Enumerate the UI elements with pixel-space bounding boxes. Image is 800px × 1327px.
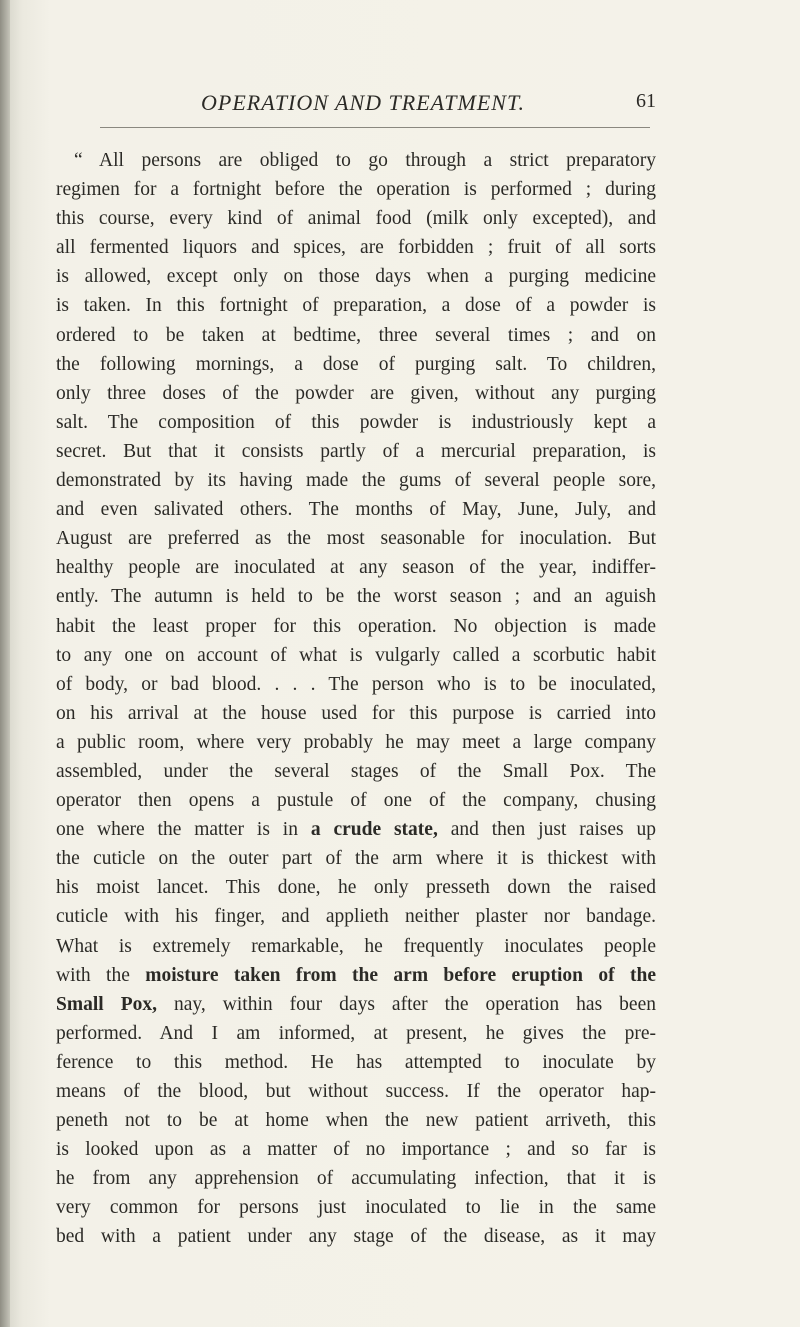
text-run: operator then opens a pustule of one of the company, chusing	[56, 790, 656, 812]
emphasized-text: moisture taken from the arm before eruption of the	[145, 964, 656, 986]
text-line	[56, 844, 656, 873]
text-run: one where the matter is in	[56, 819, 311, 841]
text-run: peneth not to be at home when the new patient arriveth, this	[56, 1110, 656, 1132]
text-run: a public room, where very probably he may meet a large company	[56, 731, 656, 753]
text-line	[56, 932, 656, 961]
text-line	[56, 728, 656, 757]
text-run: of body, or bad blood. . . . The person who is to be inoculated,	[56, 673, 656, 695]
text-run: cuticle with his finger, and applieth neither plaster nor bandage.	[56, 906, 656, 928]
text-run: What is extremely remarkable, he frequently inoculates people	[56, 935, 656, 957]
text-run: secret. But that it consists partly of a mercurial preparation, is	[56, 440, 656, 462]
text-run: demonstrated by its having made the gums of several people sore,	[56, 470, 656, 492]
text-line	[56, 1222, 656, 1251]
text-run: and even salivated others. The months of May, June, July, and	[56, 499, 656, 521]
text-run: with the	[56, 964, 146, 986]
text-line	[56, 408, 656, 437]
text-run: performed. And I am informed, at present, he gives the pre-	[56, 1022, 656, 1044]
page-number: 61	[636, 90, 656, 112]
text-line	[56, 466, 656, 495]
text-line	[56, 291, 656, 320]
text-run: the following mornings, a dose of purging salt. To children,	[56, 353, 656, 375]
text-run: ordered to be taken at bedtime, three several times ; and on	[56, 324, 656, 346]
text-run: habit the least proper for this operation. No objection is made	[56, 615, 656, 637]
text-run: is looked upon as a matter of no importance ; and so far is	[56, 1139, 656, 1161]
header-rule	[100, 127, 650, 128]
text-line	[56, 670, 656, 699]
text-run: all fermented liquors and spices, are forbidden ; fruit of all sorts	[56, 237, 656, 259]
text-line	[56, 1193, 656, 1222]
text-line	[56, 582, 656, 611]
text-line	[56, 1077, 656, 1106]
text-run: the cuticle on the outer part of the arm where it is thickest with	[56, 848, 656, 870]
text-run: only three doses of the powder are given, without any purging	[56, 382, 656, 404]
text-run: is allowed, except only on those days when a purging medicine	[56, 266, 656, 288]
text-line	[56, 902, 656, 931]
text-line	[56, 204, 656, 233]
text-line	[56, 757, 656, 786]
text-line	[56, 524, 656, 553]
text-line	[56, 495, 656, 524]
running-head	[96, 90, 656, 120]
text-line	[56, 350, 656, 379]
text-line	[56, 321, 656, 350]
text-line	[56, 1164, 656, 1193]
text-run: his moist lancet. This done, he only presseth down the raised	[56, 877, 656, 899]
text-line	[56, 262, 656, 291]
text-run: and then just raises up	[437, 819, 656, 841]
text-run: ently. The autumn is held to be the worst season ; and an aguish	[56, 586, 656, 608]
text-run: nay, within four days after the operation has been	[156, 993, 656, 1015]
text-line	[56, 1019, 656, 1048]
text-line	[56, 1135, 656, 1164]
text-run: is taken. In this fortnight of preparation, a dose of a powder is	[56, 295, 656, 317]
text-run: August are preferred as the most seasonable for inoculation. But	[56, 528, 656, 550]
text-line	[56, 699, 656, 728]
text-line	[56, 175, 656, 204]
text-run: to any one on account of what is vulgarly called a scorbutic habit	[56, 644, 656, 666]
text-run: salt. The composition of this powder is industriously kept a	[56, 411, 656, 433]
text-run: this course, every kind of animal food (milk only excepted), and	[56, 208, 656, 230]
text-line	[56, 379, 656, 408]
text-run: bed with a patient under any stage of the disease, as it may	[56, 1226, 656, 1248]
text-run: “ All persons are obliged to go through a strict preparatory	[74, 150, 656, 171]
binding-shadow	[0, 0, 10, 1327]
text-run: healthy people are inoculated at any season of the year, indiffer-	[56, 557, 656, 579]
text-line	[56, 1048, 656, 1077]
emphasized-text: Small Pox,	[56, 993, 157, 1015]
text-run: regimen for a fortnight before the operation is performed ; during	[56, 179, 656, 201]
text-line	[56, 815, 656, 844]
body-paragraph	[56, 146, 656, 1252]
text-line	[56, 437, 656, 466]
text-line	[56, 233, 656, 262]
text-run: on his arrival at the house used for this purpose is carried into	[56, 702, 656, 724]
text-line	[56, 786, 656, 815]
text-line	[56, 641, 656, 670]
text-run: assembled, under the several stages of the Small Pox. The	[56, 760, 656, 782]
text-run: ference to this method. He has attempted to inoculate by	[56, 1051, 656, 1073]
text-line	[56, 873, 656, 902]
text-line	[56, 1106, 656, 1135]
text-line	[56, 553, 656, 582]
running-title: OPERATION AND TREATMENT.	[201, 90, 526, 115]
emphasized-text: a crude state,	[310, 819, 438, 841]
text-run: means of the blood, but without success. If the operator hap-	[56, 1081, 656, 1102]
text-line	[56, 146, 656, 175]
text-line	[56, 612, 656, 641]
text-run: he from any apprehension of accumulating infection, that it is	[56, 1168, 656, 1190]
text-run: very common for persons just inoculated to lie in the same	[56, 1197, 656, 1219]
text-line	[56, 961, 656, 990]
text-line	[56, 990, 656, 1019]
